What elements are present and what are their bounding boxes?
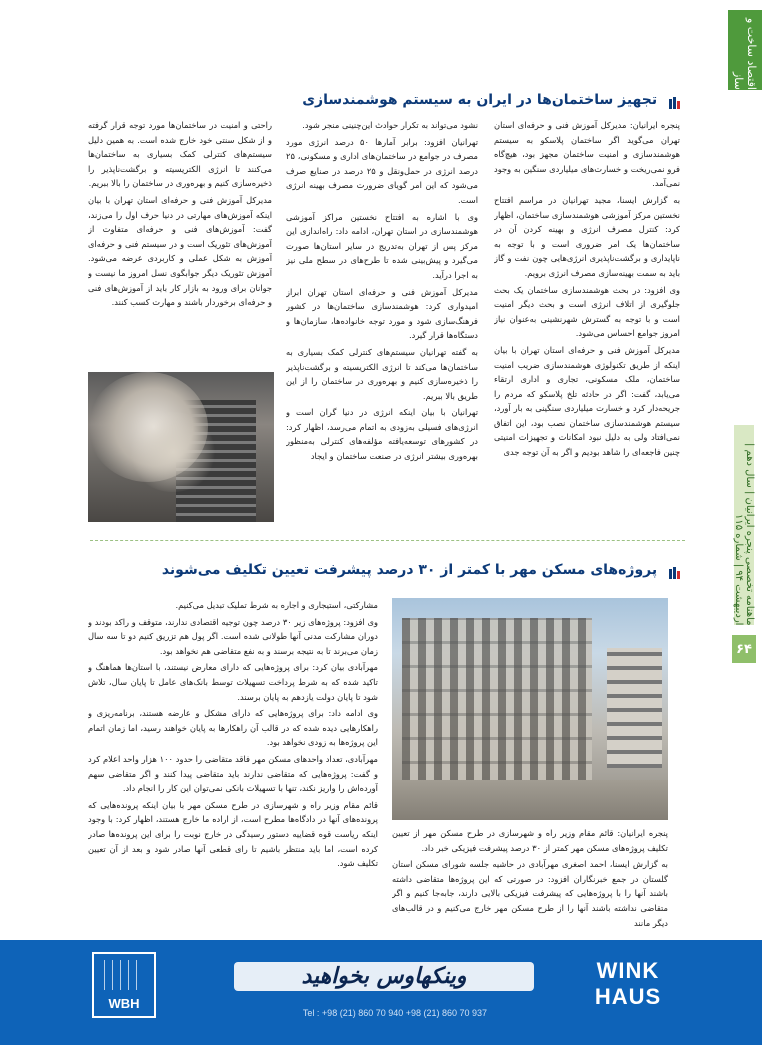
wbh-logo-mark: [104, 960, 144, 990]
paragraph: وی افزود: در بحث هوشمندسازی ساختمان یک بحث جلوگیری از اتلاف انرژی است و بحث دیگر امنیت است و با توجه به گسترش شهرنشینی به‌عنوان نیاز امروز جوامع احساس می‌شود.: [494, 284, 680, 339]
paragraph: به گفته تهرانیان سیستم‌های کنترلی کمک بسیاری به ساختمان‌ها می‌کند تا انرژی الکتریسیته و برگشت‌ناپذیر را ذخیره‌سازی کنیم و بهره‌وری در ساختمان را از این طریق بالا ببریم.: [286, 346, 478, 401]
article1-title: [302, 92, 680, 108]
winkhaus-logo: [588, 958, 668, 1010]
issue-bar: ماهنامه تخصصی پنجره ایرانیان | سال دهم | اردیبهشت ۹۴ | شماره ۱۱۵: [734, 425, 754, 625]
paragraph: قائم مقام وزیر راه و شهرسازی در طرح مسکن مهر با بیان اینکه پرونده‌هایی که پرونده‌های آنها در دادگاه‌ها مطرح است، از اراده ما خارج هستند، اظهار کرد: با وجود اینکه ریاست قوه قضاییه دستور رسیدگی در خارج نوبت را برای این پرونده‌ها صادر کرده است، اما باید منتظر باشیم تا رای قطعی آنها صادر شود و بعد از آن تعیین تکلیف شود.: [88, 799, 378, 869]
paragraph: مدیرکل آموزش فنی و حرفه‌ای استان تهران ابراز امیدواری کرد: هوشمندسازی ساختمان‌ها در کشور فرهنگ‌سازی شود و مورد توجه خانواده‌ها، سازمان‌ها و دستگاه‌ها قرار گیرد.: [286, 286, 478, 341]
paragraph: به گزارش ایسنا، احمد اصغری مهرآبادی در حاشیه جلسه شورای مسکن استان گلستان در جمع خبرنگاران افزود: در صورتی که این پروژه‌ها متقاضی داشته باشند آنها را با پروژه‌هایی که پیشرفت فیزیکی بالایی دارند، جابه‌جا کنیم و اگر متقاضی نداشته باشند آنها را از طرح مسکن مهر خارج می‌کنیم و در قالب‌های دیگر مانند: [392, 859, 668, 928]
paragraph: وی افزود: پروژه‌های زیر ۳۰ درصد چون توجیه اقتصادی ندارند، متوقف و راکد بودند و دوران مشارکت مدنی آنها طولانی شده است. اگر پول هم تزریق کنیم دو تا سه سال زمان می‌برند تا به نتیجه برسند و به نفع متقاضی هم نخواهد بود.: [88, 616, 378, 656]
photo-caption: پنجره ایرانیان: قائم مقام وزیر راه و شهرسازی در طرح مسکن مهر از تعیین تکلیف پروژه‌های مسکن مهر کمتر از ۳۰ درصد پیشرفت فیزیکی خبر داد.: [392, 828, 668, 853]
article2-title: [162, 562, 680, 578]
ad-slogan: وینکهاوس بخواهید: [234, 962, 534, 991]
article2-right-column: [392, 826, 668, 936]
wbh-logo-text: WBH: [108, 996, 140, 1011]
winkhaus-logo-line2: HAUS: [594, 984, 662, 1009]
paragraph: مشارکتی، استیجاری و اجاره به شرط تملیک تبدیل می‌کنیم.: [175, 600, 378, 610]
ad-phone-numbers: Tel : +98 (21) 860 70 940 +98 (21) 860 70 937: [302, 1008, 488, 1018]
paragraph: مدیرکل آموزش فنی و حرفه‌ای استان تهران با بیان اینکه از طریق تکنولوژی هوشمندسازی ضریب امنیت ساختمان، ملک مسکونی، تجاری و اداری ارتقاء می‌یابد، گفت: اگر در حادثه تلخ پلاسکو که مردم را جریحه‌دار کرد و خسارت میلیاردی سنگینی به بار آورد، سیستم هوشمندسازی ساختمان نصب بود، این اتفاق نمی‌افتاد ولی به دلیل نبود امکانات و تجهیزات امنیتی چنین فاجعه‌ای را شاهد بودیم و اگر به آن توجه جدی: [494, 344, 680, 458]
winkhaus-logo-line1: WINK: [596, 958, 660, 983]
paragraph: نشود می‌تواند به تکرار حوادث این‌چنینی منجر شود.: [302, 120, 478, 130]
article1-col1: [494, 118, 680, 528]
section-tab: اقتصاد ساخت و ساز: [728, 10, 762, 90]
paragraph: مدیرکل آموزش فنی و حرفه‌ای استان تهران با بیان اینکه آموزش‌های مهارتی در دنیا حرف اول را می‌زند، گفت: آموزش‌های فنی و حرفه‌ای متفاوت از آموزش‌های تئوریک است و در سیستم فنی و حرفه‌ای آموزش به شکل عملی و کاربردی عرضه می‌شود. آموزش تئوریک دیگر جوابگوی نسل امروز ما نیست و جوانان برای ورود به بازار کار باید از آموزش‌های فنی و حرفه‌ای برخوردار باشند و مهارت کسب کنند.: [88, 194, 272, 308]
paragraph: پنجره ایرانیان: مدیرکل آموزش فنی و حرفه‌ای استان تهران می‌گوید اگر ساختمان پلاسکو به سیستم هوشمندسازی و امنیت ساختمان مجهز بود، هیچ‌گاه فرو نمی‌ریخت و خسارت‌های میلیاردی سنگین به وجود نمی‌آمد.: [494, 120, 680, 189]
paragraph: مهرآبادی، تعداد واحدهای مسکن مهر فاقد متقاضی را حدود ۱۰۰ هزار واحد اعلام کرد و گفت: پروژه‌هایی که متقاضی ندارند باید متقاضی پیدا کنند و اگر متقاضی سهم آورده‌اش را واریز نکند، تنها با تسهیلات بانکی نمی‌توان این کار را انجام داد.: [88, 753, 378, 794]
paragraph: مهرآبادی بیان کرد: برای پروژه‌هایی که دارای معارض نیستند، با استان‌ها هماهنگ و تاکید شده که به شرط پرداخت تسهیلات توسط بانک‌های عامل تا پایان سال، تلاش شود تا پایان دولت یازدهم به پایان برسند.: [88, 662, 378, 702]
article1-title-text: تجهیز ساختمان‌ها در ایران به سیستم هوشمندسازی: [302, 92, 658, 108]
article1-col2: [286, 118, 478, 528]
paragraph: به گزارش ایسنا، مجید تهرانیان در مراسم افتتاح نخستین مرکز آموزشی هوشمندسازی ساختمان، اظهار کرد: کنترل مصرف انرژی و بهینه کردن آن در ساختمان‌ها یک امر ضروری است و با توجه به ناپایداری و برگشت‌ناپذیری انرژی‌هایی چون نفت و گاز باید به سمت بهینه‌سازی مصرف انرژی برویم.: [494, 194, 680, 278]
paragraph: راحتی و امنیت در ساختمان‌ها مورد توجه قرار گرفته و از شکل سنتی خود خارج شده است. به همین دلیل سیستم‌های کنترلی کمک بسیاری به ساختمان‌ها می‌کنند تا انرژی الکتریسیته و برگشت‌ناپذیر را ذخیره‌سازی کنیم و بهره‌وری در ساختمان را بالا ببریم.: [88, 120, 272, 189]
paragraph: تهرانیان با بیان اینکه انرژی در دنیا گران است و انرژی‌های فسیلی به‌زودی به اتمام می‌رسد، اظهار کرد: در کشورهای توسعه‌یافته مؤلفه‌های کنترلی به‌منظور بهره‌وری بیشتر انرژی در صنعت ساختمان و ایجاد: [286, 407, 478, 462]
paragraph: تهرانیان افزود: برابر آمارها ۵۰ درصد انرژی مورد مصرف در جوامع در ساختمان‌های اداری و مسکونی، ۲۵ درصد انرژی در حمل‌ونقل و ۲۵ درصد در صنایع صرف می‌شود که این امر گویای ضرورت مصرف بهینه انرژی است.: [286, 136, 478, 205]
plasco-fire-photo: [88, 372, 274, 522]
article2-left-column: [88, 598, 378, 938]
housing-construction-photo: [392, 598, 668, 820]
building-icon: [668, 93, 680, 107]
article1-col3: [88, 118, 272, 366]
building-icon: [668, 563, 680, 577]
paragraph: وی ادامه داد: برای پروژه‌هایی که دارای مشکل و عارضه هستند، برنامه‌ریزی و راهکارهایی دیده شده که در قالب آن راهکارها به پایان خواهند رسید، اما زمان اتمام این پروژه‌ها به زودی نخواهد بود.: [88, 708, 378, 748]
page-number: ۶۴: [732, 635, 756, 663]
section-divider: [90, 540, 685, 541]
paragraph: وی با اشاره به افتتاح نخستین مراکز آموزشی هوشمندسازی در استان تهران، ادامه داد: راه‌اندازی این مرکز پس از تهران به‌تدریج در سایر استان‌ها صورت می‌گیرد و پیش‌بینی شده تا طرح‌های در سطح ملی نیز به اجرا درآید.: [286, 211, 478, 280]
article2-title-text: پروژه‌های مسکن مهر با کمتر از ۳۰ درصد پیشرفت تعیین تکلیف می‌شوند: [161, 562, 658, 578]
